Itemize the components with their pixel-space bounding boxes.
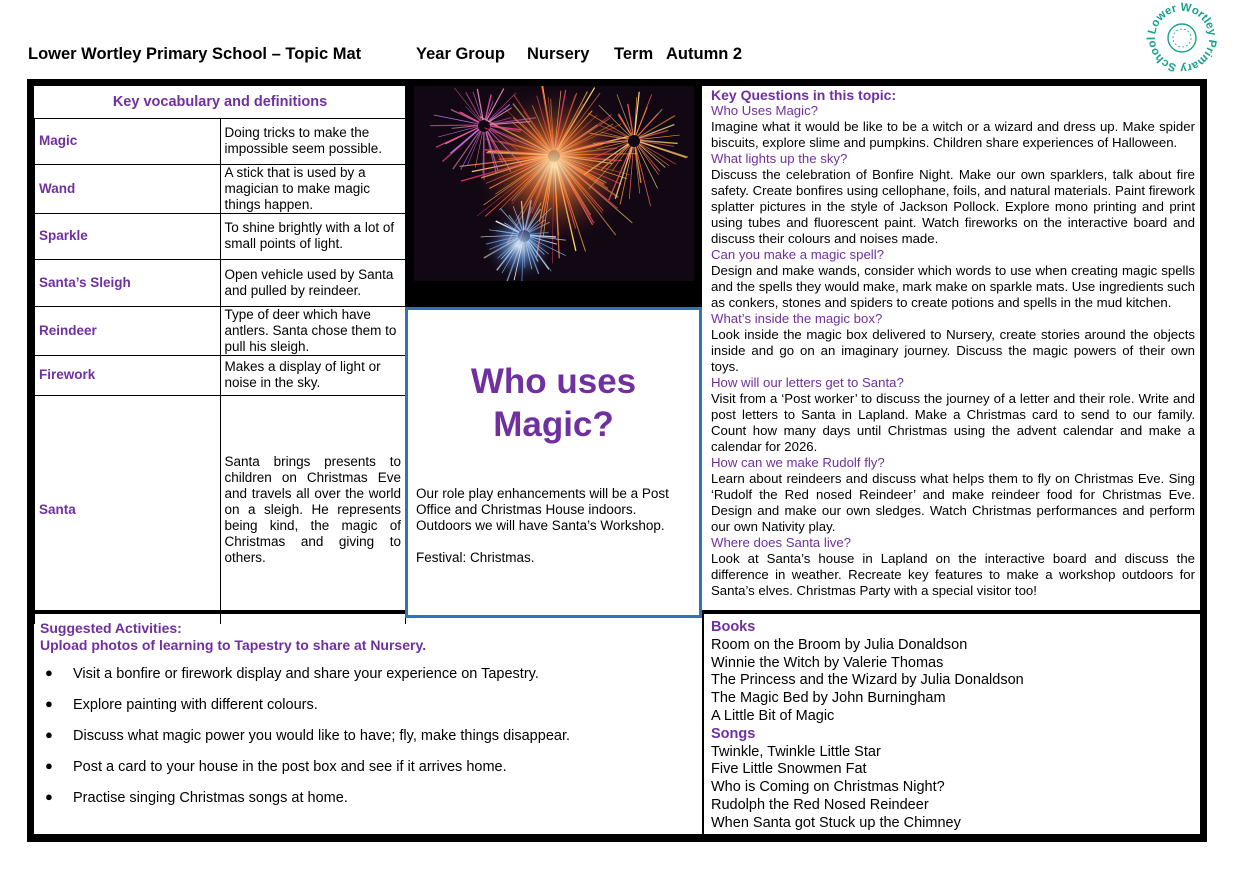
school-title: Lower Wortley Primary School – Topic Mat [28, 45, 362, 63]
activity-item: ● Discuss what magic power you would like to have; fly, make things disappear. [40, 728, 690, 759]
year-group-label: Year Group [416, 45, 505, 63]
question-answer: Design and make wands, consider which words to use when creating magic spells and the spells they would make, mark make on sparkle mats. Use ingredients such as conkers, stones and spiders to create potions and spells in the mud kitchen. [711, 263, 1195, 310]
topic-title [408, 360, 699, 446]
vocab-row [35, 395, 406, 624]
question: Can you make a magic spell? [711, 247, 884, 262]
roleplay-text [416, 486, 692, 566]
question: Where does Santa live? [711, 535, 852, 550]
vocab-row [35, 164, 406, 213]
song-item: Rudolph the Red Nosed Reindeer [711, 796, 929, 813]
question-answer: Look inside the magic box delivered to Nursery, create stories around the objects inside and go on an imaginary journey. Discuss the magic powers of their own toys. [711, 327, 1195, 374]
songs-heading: Songs [711, 725, 756, 742]
vocab-row [35, 118, 406, 164]
question-answer: Imagine what it would be like to be a witch or a wizard and dress up. Make spider biscuits, explore slime and pumpkins. Children share experiences of Halloween. [711, 119, 1195, 150]
song-item: Twinkle, Twinkle Little Star [711, 743, 881, 760]
vocab-definition: Santa brings presents to children on Christmas Eve and travels all over the world on a sleigh. He represents being kind, the magic of Christmas and giving to others. [220, 395, 406, 624]
books-and-songs [711, 619, 1191, 833]
vocab-definition: Doing tricks to make the impossible seem possible. [220, 118, 406, 164]
activity-item: ● Explore painting with different colours. [40, 697, 690, 728]
vocab-term: Santa [35, 395, 221, 624]
vocab-definition: A stick that is used by a magician to make magic things happen. [220, 164, 406, 213]
firework-streak [430, 125, 478, 126]
question: How will our letters get to Santa? [711, 375, 904, 390]
key-questions [711, 87, 1195, 599]
question: How can we make Rudolf fly? [711, 455, 885, 470]
topic-title-box [405, 307, 702, 618]
vocab-term: Magic [35, 118, 221, 164]
song-item: When Santa got Stuck up the Chimney [711, 814, 961, 831]
suggested-activities [40, 620, 690, 821]
activities-heading: Suggested Activities: [40, 620, 182, 636]
vocabulary-table [34, 86, 406, 624]
vocab-term: Reindeer [35, 306, 221, 355]
vocab-term: Sparkle [35, 213, 221, 259]
vocab-definition: Makes a display of light or noise in the sky. [220, 355, 406, 395]
question: What lights up the sky? [711, 151, 848, 166]
vocab-definition: To shine brightly with a lot of small points of light. [220, 213, 406, 259]
book-item: The Magic Bed by John Burningham [711, 690, 946, 707]
svg-text:Lower Wortley Primary School [1146, 2, 1218, 74]
question-answer: Look at Santa’s house in Lapland on the interactive board and discuss the difference in weather. Recreate key features to make a workshop outdoors for Santa’s elves. Christmas Party with a special visitor too! [711, 551, 1195, 598]
book-item: A Little Bit of Magic [711, 707, 835, 724]
vocab-term: Wand [35, 164, 221, 213]
book-item: Room on the Broom by Julia Donaldson [711, 636, 968, 653]
key-questions-heading: Key Questions in this topic: [711, 87, 897, 103]
book-item: Winnie the Witch by Valerie Thomas [711, 654, 944, 671]
song-item: Who is Coming on Christmas Night? [711, 779, 945, 796]
logo-text: Lower Wortley Primary School [1146, 2, 1218, 74]
topic-title-line1: Who uses [470, 362, 637, 401]
vocab-row [35, 213, 406, 259]
school-logo [1146, 2, 1218, 74]
vocab-row [35, 355, 406, 395]
term-label: Term [614, 45, 654, 63]
question-answer: Learn about reindeers and discuss what helps them to fly on Christmas Eve. Sing ‘Rudolf the Red nosed Reindeer’ and make reindeer food for Christmas Eve. Design and make our own sledges. Watch Christmas performances and perform our own Nativity play. [711, 471, 1195, 534]
vocab-heading: Key vocabulary and definitions [35, 86, 406, 118]
activity-item: ● Practise singing Christmas songs at home. [40, 790, 690, 821]
activities-subheading: Upload photos of learning to Tapestry to share at Nursery. [40, 637, 427, 653]
question-answer: Discuss the celebration of Bonfire Night. Make our own sparklers, talk about fire safety. Create bonfires using cellophane, foils, and natural materials. Paint firework splatter pictures in the style of Jackson Pollock. Explore mono printing and print using tubes and fluorescent paint. Watch fireworks on the interactive board and discuss their colours and noises made. [711, 167, 1195, 246]
festival-text: Festival: Christmas. [416, 550, 535, 565]
roleplay-enhancements: Our role play enhancements will be a Post Office and Christmas House indoors. Outdoors we will have Santa’s Workshop. [416, 486, 669, 533]
vocab-term: Firework [35, 355, 221, 395]
book-item: The Princess and the Wizard by Julia Donaldson [711, 672, 1024, 689]
activity-item: ● Visit a bonfire or firework display and share your experience on Tapestry. [40, 666, 690, 697]
fireworks-image [414, 86, 694, 281]
vocab-definition: Open vehicle used by Santa and pulled by reindeer. [220, 259, 406, 306]
term-value: Autumn 2 [666, 45, 743, 63]
question: Who Uses Magic? [711, 103, 819, 118]
activities-list [40, 666, 690, 821]
topic-title-line2: Magic? [493, 405, 614, 444]
vocab-row [35, 259, 406, 306]
question-answer: Visit from a ‘Post worker’ to discuss the journey of a letter and their role. Write and post letters to Santa in Lapland. Make a Christmas card to send to our family. Count how many days until Christmas using the advent calendar and make a calendar for 2026. [711, 391, 1195, 454]
question: What’s inside the magic box? [711, 311, 883, 326]
activity-item: ● Post a card to your house in the post box and see if it arrives home. [40, 759, 690, 790]
vocab-row [35, 306, 406, 355]
song-item: Five Little Snowmen Fat [711, 761, 867, 778]
year-group-value: Nursery [527, 45, 590, 63]
books-heading: Books [711, 619, 756, 635]
vocab-definition: Type of deer which have antlers. Santa chose them to pull his sleigh. [220, 306, 406, 355]
vocab-term: Santa’s Sleigh [35, 259, 221, 306]
